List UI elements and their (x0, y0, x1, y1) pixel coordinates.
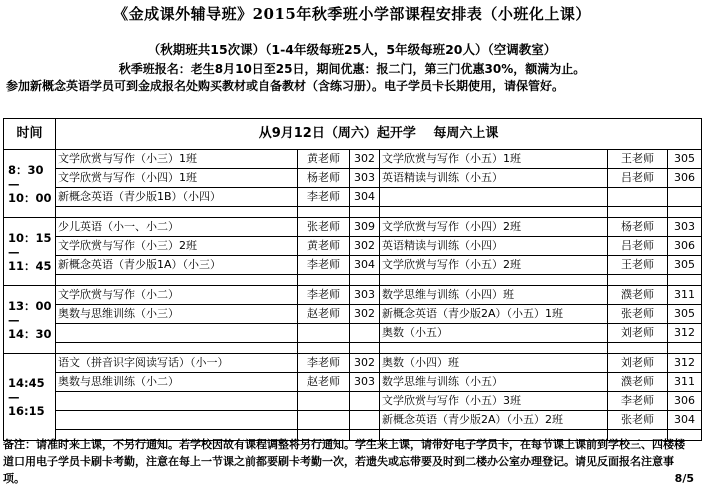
empty-cell (380, 275, 608, 286)
right-room-cell: 303 (668, 218, 702, 237)
right-room-cell: 312 (668, 354, 702, 373)
footer-note: 备注：请准时来上课，不另行通知。若学校因故有课程调整将另行通知。学生来上课，请带好电子学员卡，在每节课上课前到学校三、四楼楼道口用电子学员卡刷卡考勤，注意在每上一节课之前都要刷卡考勤一次，若遗失或忘带要及时到二楼办公室办理登记。请见反面报名注意事项。 (3, 438, 685, 485)
left-teacher-cell: 李老师 (298, 286, 350, 305)
empty-cell (380, 207, 608, 218)
left-room-cell: 302 (350, 305, 380, 324)
left-teacher-cell: 李老师 (298, 188, 350, 207)
left-teacher-cell (298, 324, 350, 343)
right-teacher-cell: 吕老师 (608, 237, 668, 256)
right-room-cell: 306 (668, 392, 702, 411)
right-room-cell: 304 (668, 411, 702, 430)
right-course-cell: 新概念英语（青少版2A）（小五）2班 (380, 411, 608, 430)
page-number: 8/5 (674, 472, 694, 485)
right-course-cell: 数学思维与训练（小五） (380, 373, 608, 392)
left-course-cell (56, 411, 298, 430)
empty-cell (56, 275, 298, 286)
right-room-cell: 305 (668, 305, 702, 324)
left-course-cell: 文学欣赏与写作（小三）1班 (56, 150, 298, 169)
left-course-cell: 少儿英语（小一、小二） (56, 218, 298, 237)
right-course-cell: 奥数（小五） (380, 324, 608, 343)
left-teacher-cell (298, 411, 350, 430)
left-room-cell: 302 (350, 150, 380, 169)
empty-cell (56, 207, 298, 218)
right-teacher-cell: 杨老师 (608, 218, 668, 237)
left-course-cell: 奥数与思维训练（小二） (56, 373, 298, 392)
left-teacher-cell: 张老师 (298, 218, 350, 237)
right-course-cell (380, 188, 608, 207)
left-teacher-cell: 赵老师 (298, 305, 350, 324)
header-time: 时间 (4, 119, 56, 150)
right-teacher-cell: 王老师 (608, 150, 668, 169)
right-course-cell: 新概念英语（青少版2A）（小五）1班 (380, 305, 608, 324)
table-row (4, 218, 702, 237)
left-room-cell (350, 324, 380, 343)
table-row (4, 354, 702, 373)
right-room-cell: 306 (668, 169, 702, 188)
table-header-row (4, 119, 702, 150)
page-subtitle: （秋期班共15次课）（1-4年级每班25人，5年级每班20人）（空调教室） (147, 42, 557, 57)
left-room-cell: 304 (350, 188, 380, 207)
spacer-row (4, 207, 702, 218)
right-teacher-cell: 李老师 (608, 392, 668, 411)
right-room-cell: 311 (668, 373, 702, 392)
right-teacher-cell: 刘老师 (608, 354, 668, 373)
table-row (4, 256, 702, 275)
left-course-cell: 文学欣赏与写作（小二） (56, 286, 298, 305)
left-course-cell: 奥数与思维训练（小三） (56, 305, 298, 324)
table-row (4, 324, 702, 343)
time-slot: 10：15 — 11：45 (4, 218, 56, 286)
empty-cell (350, 275, 380, 286)
empty-cell (298, 275, 350, 286)
left-teacher-cell: 黄老师 (298, 150, 350, 169)
left-teacher-cell: 赵老师 (298, 373, 350, 392)
empty-cell (668, 207, 702, 218)
page-title: 《金成课外辅导班》2015年秋季班小学部课程安排表（小班化上课） (113, 5, 591, 23)
left-teacher-cell: 李老师 (298, 256, 350, 275)
right-course-cell: 英语精读与训练（小四） (380, 237, 608, 256)
notice-registration: 秋季班报名：老生8月10日至25日，期间优惠：报二门，第三门优惠30%，额满为止。 (118, 62, 586, 76)
table-row (4, 305, 702, 324)
left-room-cell: 309 (350, 218, 380, 237)
empty-cell (298, 343, 350, 354)
schedule-table (3, 118, 702, 441)
right-room-cell: 305 (668, 150, 702, 169)
right-teacher-cell: 张老师 (608, 305, 668, 324)
left-course-cell: 新概念英语（青少版1B）（小四） (56, 188, 298, 207)
empty-cell (56, 343, 298, 354)
empty-cell (298, 207, 350, 218)
empty-cell (608, 275, 668, 286)
right-course-cell: 文学欣赏与写作（小四）2班 (380, 218, 608, 237)
left-room-cell (350, 392, 380, 411)
left-course-cell: 语文（拼音识字阅读写话）（小一） (56, 354, 298, 373)
table-row (4, 392, 702, 411)
right-room-cell: 311 (668, 286, 702, 305)
table-row (4, 169, 702, 188)
right-room-cell (668, 188, 702, 207)
left-room-cell (350, 411, 380, 430)
right-teacher-cell: 吕老师 (608, 169, 668, 188)
notice-materials: 参加新概念英语学员可到金成报名处购买教材或自备教材（含练习册）。电子学员卡长期使用，请保管好。 (6, 79, 565, 93)
right-teacher-cell: 张老师 (608, 411, 668, 430)
empty-cell (608, 343, 668, 354)
left-room-cell: 302 (350, 354, 380, 373)
header-start-date: 从9月12日（周六）起开学 每周六上课 (56, 119, 702, 150)
table-row (4, 150, 702, 169)
left-room-cell: 303 (350, 373, 380, 392)
left-course-cell: 文学欣赏与写作（小三）2班 (56, 237, 298, 256)
left-teacher-cell: 黄老师 (298, 237, 350, 256)
table-row (4, 188, 702, 207)
right-teacher-cell: 刘老师 (608, 324, 668, 343)
left-course-cell (56, 392, 298, 411)
left-room-cell: 304 (350, 256, 380, 275)
right-course-cell: 文学欣赏与写作（小五）3班 (380, 392, 608, 411)
time-slot: 8：30 — 10：00 (4, 150, 56, 218)
right-teacher-cell: 王老师 (608, 256, 668, 275)
right-room-cell: 305 (668, 256, 702, 275)
table-row (4, 373, 702, 392)
right-teacher-cell (608, 188, 668, 207)
left-room-cell: 303 (350, 286, 380, 305)
left-room-cell: 302 (350, 237, 380, 256)
left-room-cell: 303 (350, 169, 380, 188)
right-room-cell: 306 (668, 237, 702, 256)
empty-cell (350, 343, 380, 354)
right-course-cell: 奥数（小四）班 (380, 354, 608, 373)
empty-cell (350, 207, 380, 218)
right-teacher-cell: 濮老师 (608, 286, 668, 305)
table-row (4, 286, 702, 305)
left-course-cell: 文学欣赏与写作（小四）1班 (56, 169, 298, 188)
right-teacher-cell: 濮老师 (608, 373, 668, 392)
spacer-row (4, 275, 702, 286)
empty-cell (668, 343, 702, 354)
left-teacher-cell (298, 392, 350, 411)
spacer-row (4, 343, 702, 354)
left-course-cell (56, 324, 298, 343)
empty-cell (608, 207, 668, 218)
right-course-cell: 英语精读与训练（小五） (380, 169, 608, 188)
time-slot: 14:45 — 16:15 (4, 354, 56, 441)
table-row (4, 411, 702, 430)
left-teacher-cell: 李老师 (298, 354, 350, 373)
right-course-cell: 文学欣赏与写作（小五）2班 (380, 256, 608, 275)
right-course-cell: 文学欣赏与写作（小五）1班 (380, 150, 608, 169)
time-slot: 13：00 — 14：30 (4, 286, 56, 354)
empty-cell (668, 275, 702, 286)
right-room-cell: 312 (668, 324, 702, 343)
empty-cell (380, 343, 608, 354)
table-row (4, 237, 702, 256)
left-teacher-cell: 杨老师 (298, 169, 350, 188)
left-course-cell: 新概念英语（青少版1A）（小三） (56, 256, 298, 275)
right-course-cell: 数学思维与训练（小四）班 (380, 286, 608, 305)
